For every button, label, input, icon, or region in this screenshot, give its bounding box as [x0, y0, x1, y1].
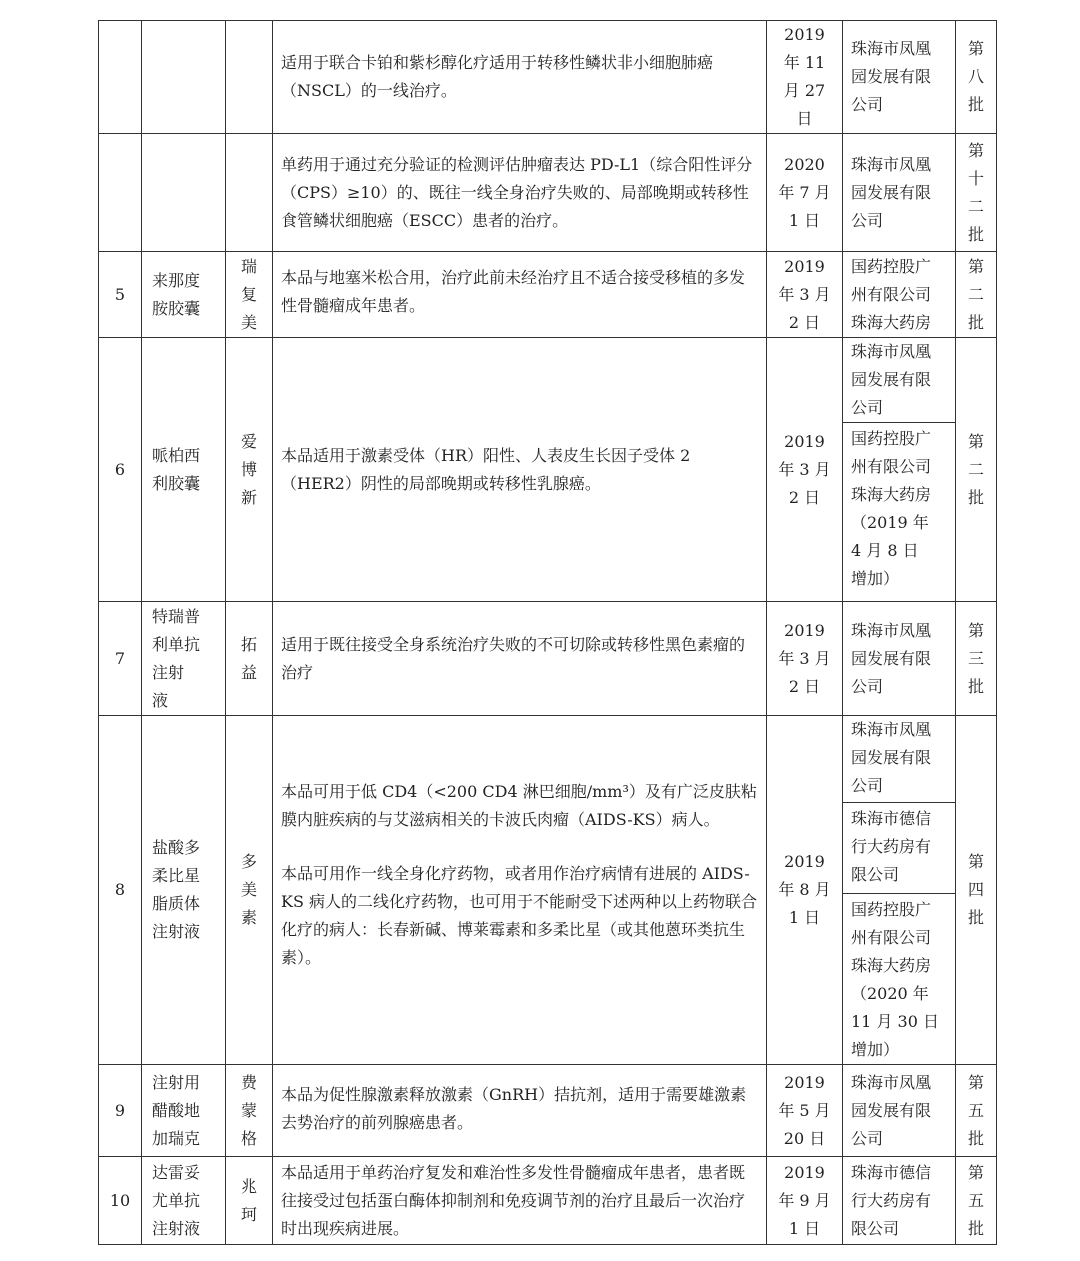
- pharmacy: [843, 338, 956, 602]
- row-number: 8: [99, 716, 142, 1065]
- approval-date: [767, 338, 843, 602]
- pharmacy-line: 珠海大药房: [851, 956, 932, 975]
- drug-name: [142, 716, 226, 1065]
- pharmacy-line: 行大药房有: [851, 1190, 932, 1210]
- pharmacy-line: 州有限公司: [851, 284, 932, 304]
- drug-name: [142, 252, 226, 338]
- name-line: 注射: [152, 662, 185, 682]
- date-line: 2020: [784, 154, 825, 174]
- date-line: 2019: [784, 1072, 825, 1092]
- batch-line: 批: [967, 224, 984, 244]
- approval-date: [767, 134, 843, 252]
- brand-name: [226, 252, 273, 338]
- indication: [273, 134, 767, 252]
- name-line: 胺胶囊: [152, 298, 201, 318]
- batch-line: 第: [967, 140, 984, 160]
- date-line: 年 9 月: [778, 1190, 831, 1210]
- approval-date: [767, 1065, 843, 1157]
- name-line: 注射液: [152, 922, 201, 941]
- pharmacy-line: 公司: [851, 398, 884, 417]
- brand-line: 美: [240, 312, 257, 332]
- indication-text: 本品适用于单药治疗复发和难治性多发性骨髓瘤成年患者，患者既往接受过包括蛋白酶体抑制剂和免疫调节剂的治疗且最后一次治疗时出现疾病进展。: [281, 1162, 746, 1238]
- brand-line: 复: [240, 284, 257, 304]
- date-line: 年 3 月: [778, 284, 831, 304]
- batch-line: 第: [967, 1162, 984, 1182]
- pharmacy-line: 增加）: [851, 1040, 900, 1059]
- pharmacy-line: 珠海市凤凰: [851, 1072, 932, 1092]
- batch-line: 五: [967, 1100, 984, 1120]
- batch-line: 第: [967, 852, 984, 871]
- drug-name: [142, 21, 226, 134]
- pharmacy-line: 4 月 8 日: [851, 541, 919, 560]
- approval-date: [767, 1157, 843, 1245]
- pharmacy-line: 珠海市凤凰: [851, 154, 932, 174]
- pharmacy: [843, 1157, 956, 1245]
- indication-text: 本品可用于低 CD4（<200 CD4 淋巴细胞/mm³）及有广泛皮肤粘膜内脏疾病的与艾滋病相关的卡波氏肉瘤（AIDS-KS）病人。: [281, 782, 757, 829]
- pharmacy-line: 珠海大药房: [851, 312, 932, 332]
- brand-line: 博: [240, 459, 257, 479]
- pharmacy-line: 园发展有限: [851, 182, 932, 202]
- table-row: [99, 716, 997, 1065]
- brand-name: [226, 716, 273, 1065]
- brand-line: 素: [240, 908, 257, 927]
- batch-line: 批: [967, 908, 984, 927]
- approval-date: [767, 716, 843, 1065]
- row-number: 5: [99, 252, 142, 338]
- pharmacy-line: 州有限公司: [851, 457, 932, 476]
- brand-name: [226, 1157, 273, 1245]
- batch-line: 批: [967, 676, 984, 696]
- indication-text: 适用于既往接受全身系统治疗失败的不可切除或转移性黑色素瘤的治疗: [281, 634, 746, 682]
- date-line: 1 日: [788, 210, 821, 230]
- brand-name: [226, 602, 273, 716]
- brand-name: [226, 1065, 273, 1157]
- brand-name: [226, 134, 273, 252]
- drug-name: [142, 134, 226, 252]
- brand-line: 费: [240, 1072, 257, 1092]
- pharmacy-line: 州有限公司: [851, 928, 932, 947]
- name-line: 尤单抗: [152, 1190, 201, 1210]
- brand-line: 蒙: [240, 1100, 257, 1120]
- pharmacy: [843, 21, 956, 134]
- pharmacy-line: 国药控股广: [851, 900, 932, 919]
- date-line: 年 11: [783, 53, 826, 72]
- name-line: 加瑞克: [152, 1128, 201, 1148]
- brand-line: 兆: [240, 1176, 257, 1196]
- pharmacy-line: 珠海市凤凰: [851, 39, 932, 58]
- batch-line: 十: [967, 168, 984, 188]
- row-number: 7: [99, 602, 142, 716]
- table-row: [99, 602, 997, 716]
- table-row: [99, 252, 997, 338]
- pharmacy-line: 珠海大药房: [851, 485, 932, 504]
- batch: [956, 338, 997, 602]
- indication: [273, 1065, 767, 1157]
- pharmacy-line: 珠海市凤凰: [851, 620, 932, 640]
- indication: [273, 338, 767, 602]
- date-line: 2 日: [788, 676, 821, 696]
- name-line: 哌柏西: [152, 445, 201, 465]
- pharmacy-line: 珠海市德信: [851, 1162, 932, 1182]
- indication: [273, 602, 767, 716]
- drug-name: [142, 338, 226, 602]
- batch: [956, 1157, 997, 1245]
- batch-line: 八: [967, 67, 984, 86]
- pharmacy-line: 珠海市凤凰: [851, 342, 932, 361]
- name-line: 利胶囊: [152, 473, 201, 493]
- pharmacy-line: 公司: [851, 1128, 884, 1148]
- batch-line: 批: [967, 487, 984, 507]
- pharmacy-entry: [843, 894, 955, 1064]
- approval-date: [767, 602, 843, 716]
- batch-line: 批: [967, 312, 984, 332]
- name-line: 利单抗: [152, 634, 201, 654]
- pharmacy-line: 园发展有限: [851, 1100, 932, 1120]
- date-line: 年 8 月: [778, 880, 831, 899]
- pharmacy-line: 限公司: [851, 1218, 900, 1238]
- date-line: 2019: [784, 852, 825, 871]
- pharmacy: [843, 1065, 956, 1157]
- pharmacy-line: 公司: [851, 95, 884, 114]
- brand-line: 多: [240, 852, 257, 871]
- pharmacy-entry: [843, 803, 955, 894]
- date-line: 日: [796, 109, 813, 128]
- row-number: [99, 134, 142, 252]
- pharmacy-line: （2019 年: [851, 513, 929, 532]
- batch: [956, 716, 997, 1065]
- row-number: [99, 21, 142, 134]
- brand-line: 瑞: [240, 256, 257, 276]
- name-line: 柔比星: [152, 866, 201, 885]
- name-line: 注射液: [152, 1218, 201, 1238]
- pharmacy: [843, 716, 956, 1065]
- name-line: 注射用: [152, 1072, 201, 1092]
- drug-name: [142, 602, 226, 716]
- date-line: 2019: [784, 620, 825, 640]
- batch: [956, 1065, 997, 1157]
- row-number: 6: [99, 338, 142, 602]
- batch-line: 二: [967, 196, 984, 216]
- pharmacy-line: （2020 年: [851, 984, 929, 1003]
- date-line: 2 日: [788, 312, 821, 332]
- brand-name: [226, 21, 273, 134]
- drug-table: [98, 20, 997, 1245]
- date-line: 月 27: [783, 81, 826, 100]
- batch-line: 三: [967, 648, 984, 668]
- pharmacy-line: 国药控股广: [851, 256, 932, 276]
- brand-line: 拓: [240, 634, 257, 654]
- drug-name: [142, 1065, 226, 1157]
- name-line: 来那度: [152, 270, 201, 290]
- indication: [273, 252, 767, 338]
- row-number: 9: [99, 1065, 142, 1157]
- brand-line: 益: [240, 662, 257, 682]
- pharmacy: [843, 134, 956, 252]
- table-row: [99, 134, 997, 252]
- pharmacy-line: 公司: [851, 210, 884, 230]
- pharmacy: [843, 252, 956, 338]
- pharmacy: [843, 602, 956, 716]
- batch-line: 批: [967, 95, 984, 114]
- row-number: 10: [99, 1157, 142, 1245]
- date-line: 年 5 月: [778, 1100, 831, 1120]
- brand-line: 珂: [240, 1204, 257, 1224]
- table-row: [99, 1157, 997, 1245]
- indication-text: 本品为促性腺激素释放激素（GnRH）拮抗剂，适用于需要雄激素去势治疗的前列腺癌患者。: [281, 1085, 747, 1132]
- pharmacy-line: 国药控股广: [851, 429, 932, 448]
- pharmacy-line: 园发展有限: [851, 648, 932, 668]
- date-line: 1 日: [788, 908, 821, 927]
- table-row: [99, 21, 997, 134]
- indication-text: 适用于联合卡铂和紫杉醇化疗适用于转移性鳞状非小细胞肺癌（NSCL）的一线治疗。: [281, 53, 714, 100]
- batch-line: 五: [967, 1190, 984, 1210]
- drug-name: [142, 1157, 226, 1245]
- batch-line: 第: [967, 431, 984, 451]
- brand-line: 爱: [240, 431, 257, 451]
- brand-line: 新: [240, 487, 257, 507]
- pharmacy-line: 珠海市德信: [851, 809, 932, 828]
- date-line: 年 7 月: [778, 182, 831, 202]
- date-line: 1 日: [788, 1218, 821, 1238]
- date-line: 年 3 月: [778, 459, 831, 479]
- brand-line: 格: [240, 1128, 257, 1148]
- approval-date: [767, 252, 843, 338]
- pharmacy-entry: [843, 338, 955, 423]
- name-line: 特瑞普: [152, 606, 201, 626]
- date-line: 2019: [784, 25, 825, 44]
- indication-text: 本品与地塞米松合用，治疗此前未经治疗且不适合接受移植的多发性骨髓瘤成年患者。: [281, 268, 746, 315]
- date-line: 年 3 月: [778, 648, 831, 668]
- pharmacy-line: 园发展有限: [851, 370, 932, 389]
- table-row: [99, 338, 997, 602]
- pharmacy-line: 11 月 30 日: [851, 1012, 939, 1031]
- batch: [956, 134, 997, 252]
- indication: [273, 21, 767, 134]
- pharmacy-line: 限公司: [851, 865, 900, 884]
- batch-line: 第: [967, 1072, 984, 1092]
- brand-name: [226, 338, 273, 602]
- batch-line: 第: [967, 39, 984, 58]
- indication-text: 本品可用作一线全身化疗药物，或者用作治疗病情有进展的 AIDS-KS 病人的二线化疗药物，也可用于不能耐受下述两种以上药物联合化疗的病人：长春新碱、博莱霉素和多柔比星（或其他蒽环类抗生素）。: [281, 864, 758, 967]
- date-line: 2019: [784, 431, 825, 451]
- batch-line: 批: [967, 1218, 984, 1238]
- date-line: 20 日: [783, 1128, 826, 1148]
- pharmacy-line: 珠海市凤凰: [851, 720, 932, 739]
- name-line: 盐酸多: [152, 838, 201, 857]
- batch-line: 二: [967, 459, 984, 479]
- pharmacy-line: 公司: [851, 676, 884, 696]
- table-row: [99, 1065, 997, 1157]
- date-line: 2 日: [788, 487, 821, 507]
- pharmacy-line: 园发展有限: [851, 748, 932, 767]
- batch-line: 二: [967, 284, 984, 304]
- pharmacy-line: 增加）: [851, 569, 900, 588]
- indication: [273, 716, 767, 1065]
- batch-line: 第: [967, 620, 984, 640]
- batch: [956, 602, 997, 716]
- batch-line: 第: [967, 256, 984, 276]
- name-line: 达雷妥: [152, 1162, 201, 1182]
- brand-line: 美: [240, 880, 257, 899]
- batch-line: 四: [967, 880, 984, 899]
- indication-text: 单药用于通过充分验证的检测评估肿瘤表达 PD-L1（综合阳性评分（CPS）≥10）的、既往一线全身治疗失败的、局部晚期或转移性食管鳞状细胞癌（ESCC）患者的治疗。: [281, 154, 753, 230]
- pharmacy-line: 行大药房有: [851, 837, 932, 856]
- name-line: 脂质体: [152, 894, 201, 913]
- name-line: 醋酸地: [152, 1100, 201, 1120]
- date-line: 2019: [784, 256, 825, 276]
- date-line: 2019: [784, 1162, 825, 1182]
- indication-text: 本品适用于激素受体（HR）阳性、人表皮生长因子受体 2（HER2）阴性的局部晚期或转移性乳腺癌。: [281, 445, 691, 493]
- name-line: 液: [152, 690, 169, 710]
- batch: [956, 21, 997, 134]
- pharmacy-line: 公司: [851, 776, 884, 795]
- pharmacy-entry: [843, 716, 955, 803]
- pharmacy-line: 园发展有限: [851, 67, 932, 86]
- pharmacy-entry: [843, 423, 955, 601]
- approval-date: [767, 21, 843, 134]
- batch: [956, 252, 997, 338]
- indication: [273, 1157, 767, 1245]
- batch-line: 批: [967, 1128, 984, 1148]
